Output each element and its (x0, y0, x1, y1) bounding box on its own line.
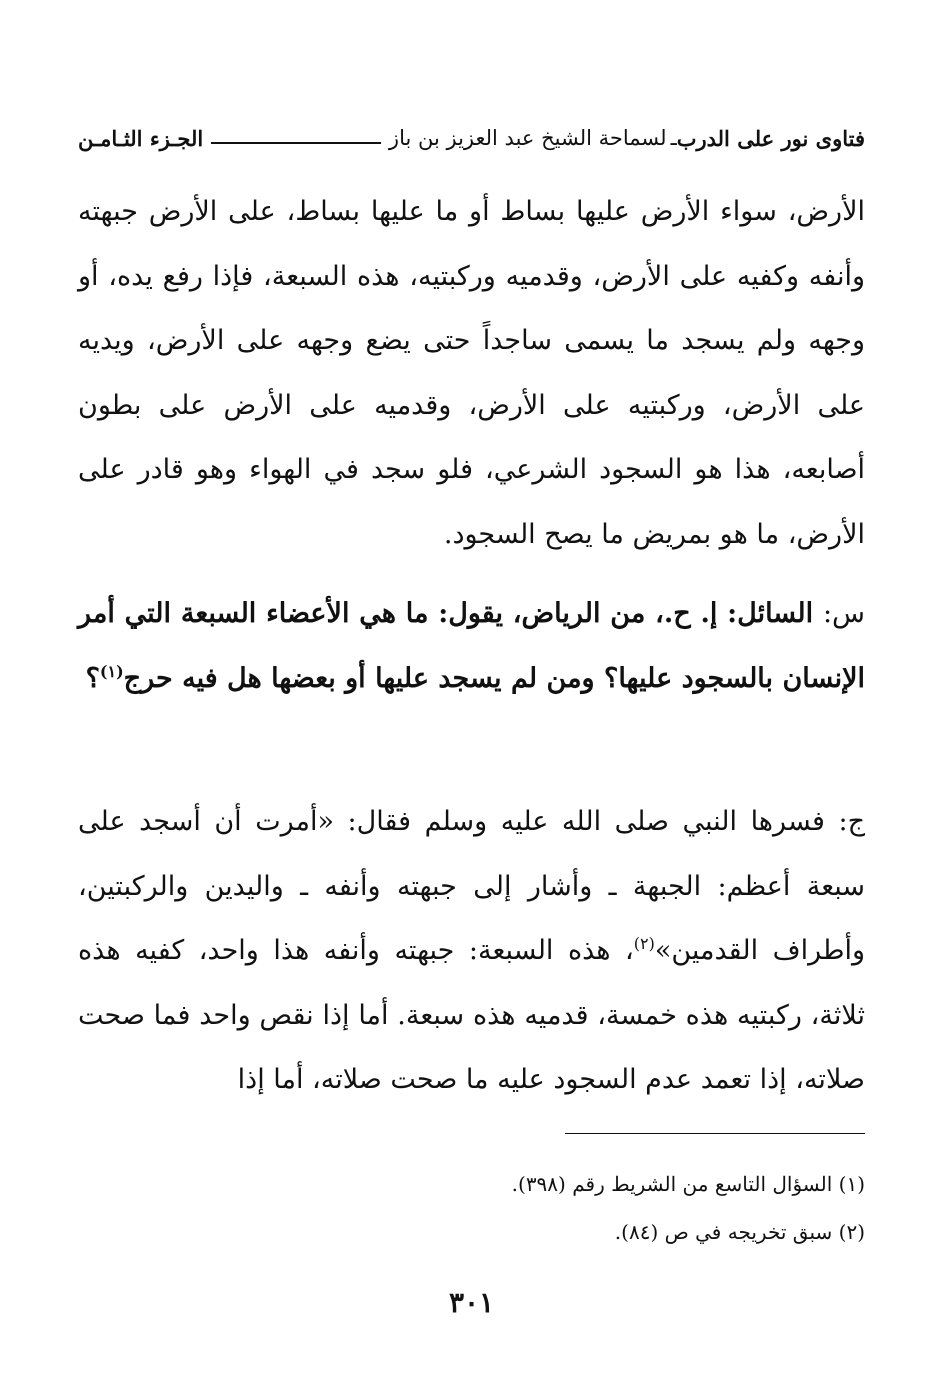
running-header (78, 118, 865, 158)
part-label: الجـزء الثـامـن (78, 125, 204, 151)
footnote-1: (١) السؤال التاسع من الشريط رقم (٣٩٨). (511, 1172, 865, 1196)
footnote-marker-2: (٢) (633, 934, 655, 953)
footnote-rule (565, 1133, 865, 1134)
author-name: لسماحة الشيخ عبد العزيز بن باز (388, 126, 667, 150)
question-paragraph (78, 582, 865, 711)
page-number: ٣٠١ (448, 1286, 495, 1319)
footnote-marker-1: (١) (99, 661, 124, 681)
question-end: ؟ (85, 662, 100, 694)
answer-paragraph (78, 790, 865, 1113)
footnotes (78, 1160, 865, 1256)
book-title: فتاوى نور على الدرب (676, 125, 865, 151)
question-text: السائل: إ. ح.، من الرياض، يقول: ما هي الأعضاء السبعة التي أمر الإنسان بالسجود عليها؟ ومن لم يسجد عليها أو بعضها هل فيه حرج (78, 598, 865, 694)
answer-text-part1: ج: فسرها النبي صلى الله عليه وسلم فقال: «أمرت أن أسجد على سبعة أعظم: الجبهة ـ وأشار إلى جبهته وأنفه ـ واليدين والركبتين، وأطراف القدمين» (78, 806, 865, 966)
header-rule (211, 142, 381, 144)
header-separator: ـ (670, 126, 677, 150)
question-label: س: (822, 598, 865, 629)
paragraph-continuation: الأرض، سواء الأرض عليها بساط أو ما عليها بساط، على الأرض جبهته وأنفه وكفيه على الأرض، وقدميه وركبتيه، هذه السبعة، فإذا رفع يده، أو وجهه ولم يسجد ما يسمى ساجداً حتى يضع وجهه على الأرض، ويديه على الأرض، وركبتيه على الأرض، وقدميه على الأرض على بطون أصابعه، هذا هو السجود الشرعي، فلو سجد في الهواء وهو قادر على الأرض، ما هو بمريض ما يصح السجود. (78, 196, 865, 550)
footnote-2: (٢) سبق تخريجه في ص (٨٤). (614, 1220, 865, 1244)
answer-text-part2: ، هذه السبعة: جبهته وأنفه هذا واحد، كفيه هذه ثلاثة، ركبتيه هذه خمسة، قدميه هذه سبعة. أما إذا نقص واحد فما صحت صلاته، إذا تعمد عدم السجود عليه ما صحت صلاته، أما إذا (78, 935, 865, 1095)
